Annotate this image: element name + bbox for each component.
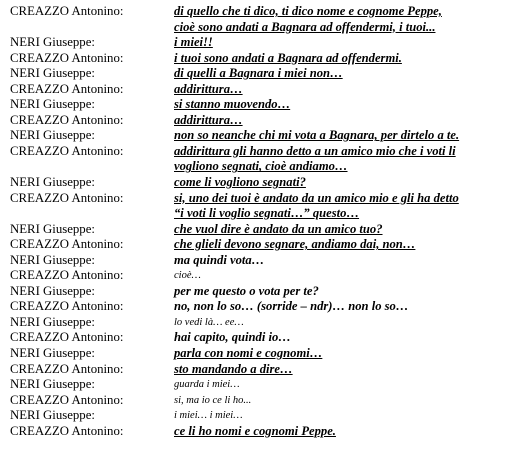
speaker-name: CREAZZO Antonino: (10, 423, 124, 438)
transcript-row (0, 66, 529, 82)
speaker-name: CREAZZO Antonino: (10, 237, 124, 252)
utterance-text: guarda i miei… (174, 379, 240, 391)
utterance-text: addirittura gli hanno detto a un amico mio che i voti li (174, 143, 456, 158)
speaker-name: CREAZZO Antonino: (10, 50, 124, 65)
transcript-row (0, 237, 529, 253)
utterance-text: ce li ho nomi e cognomi Peppe. (174, 423, 336, 438)
transcript-row (0, 393, 529, 409)
transcript-row (0, 377, 529, 393)
utterance-text: parla con nomi e cognomi… (174, 346, 323, 361)
speaker-name: CREAZZO Antonino: (10, 143, 124, 158)
speaker-name: CREAZZO Antonino: (10, 268, 124, 283)
transcript-row (0, 253, 529, 269)
transcript-row (0, 362, 529, 378)
speaker-name: NERI Giuseppe: (10, 314, 95, 329)
transcript-row (0, 424, 529, 440)
speaker-name: CREAZZO Antonino: (10, 81, 124, 96)
transcript-row (0, 97, 529, 113)
utterance-text: come li vogliono segnati? (174, 175, 306, 190)
utterance-text: che vuol dire è andato da un amico tuo? (174, 221, 383, 236)
utterance-text: si stanno muovendo… (174, 97, 291, 112)
transcript-row (0, 268, 529, 284)
transcript-row (0, 222, 529, 238)
utterance-text: cioè… (174, 270, 201, 282)
transcript-row (0, 299, 529, 315)
transcript-row (0, 4, 529, 20)
speaker-name: CREAZZO Antonino: (10, 361, 124, 376)
utterance-text: ma quindi vota… (174, 252, 265, 267)
speaker-name: CREAZZO Antonino: (10, 392, 124, 407)
utterance-text: no, non lo so… (sorride – ndr)… non lo so… (174, 299, 409, 314)
speaker-name: CREAZZO Antonino: (10, 190, 124, 205)
speaker-name: NERI Giuseppe: (10, 128, 95, 143)
utterance-text: per me questo o vota per te? (174, 283, 319, 298)
speaker-name: NERI Giuseppe: (10, 252, 95, 267)
speaker-name: NERI Giuseppe: (10, 66, 95, 81)
transcript-row (0, 144, 529, 160)
transcript-row (0, 408, 529, 424)
transcript-row (0, 315, 529, 331)
utterance-text: si, ma io ce li ho... (174, 394, 252, 406)
utterance-text: i miei… i miei… (174, 410, 243, 422)
transcript-row (0, 51, 529, 67)
utterance-text: addirittura… (174, 81, 243, 96)
speaker-name: CREAZZO Antonino: (10, 330, 124, 345)
speaker-name: CREAZZO Antonino: (10, 4, 124, 18)
transcript-row (0, 128, 529, 144)
utterance-text: hai capito, quindi io… (174, 330, 291, 345)
utterance-text: lo vedi là… ee… (174, 316, 244, 328)
transcript-row (0, 346, 529, 362)
utterance-text: “i voti li voglio segnati…” questo… (174, 206, 360, 221)
transcript-row (0, 35, 529, 51)
transcript-row (0, 20, 529, 36)
transcript-row (0, 330, 529, 346)
speaker-name: NERI Giuseppe: (10, 221, 95, 236)
utterance-text: i miei!! (174, 35, 213, 50)
utterance-text: i tuoi sono andati a Bagnara ad offendermi. (174, 50, 402, 65)
transcript-row (0, 159, 529, 175)
utterance-text: che glieli devono segnare, andiamo dai, non… (174, 237, 416, 252)
utterance-text: non so neanche chi mi vota a Bagnara, per dirtelo a te. (174, 128, 460, 143)
utterance-text: si, uno dei tuoi è andato da un amico mio e gli ha detto (174, 190, 459, 205)
transcript-row (0, 113, 529, 129)
speaker-name: NERI Giuseppe: (10, 175, 95, 190)
transcript-row (0, 191, 529, 207)
speaker-name: NERI Giuseppe: (10, 35, 95, 50)
transcript-row (0, 206, 529, 222)
speaker-name: CREAZZO Antonino: (10, 299, 124, 314)
utterance-text: addirittura… (174, 112, 243, 127)
transcript (0, 4, 529, 439)
speaker-name: NERI Giuseppe: (10, 283, 95, 298)
utterance-text: sto mandando a dire… (174, 361, 293, 376)
speaker-name: NERI Giuseppe: (10, 408, 95, 423)
transcript-row (0, 82, 529, 98)
speaker-name: NERI Giuseppe: (10, 377, 95, 392)
transcript-row (0, 284, 529, 300)
utterance-text: cioè sono andati a Bagnara ad offendermi, i tuoi... (174, 19, 436, 34)
utterance-text: di quello che ti dico, ti dico nome e cognome Peppe, (174, 4, 442, 18)
speaker-name: NERI Giuseppe: (10, 346, 95, 361)
speaker-name: NERI Giuseppe: (10, 97, 95, 112)
utterance-text: vogliono segnati, cioè andiamo… (174, 159, 348, 174)
utterance-text: di quelli a Bagnara i miei non… (174, 66, 343, 81)
transcript-row (0, 175, 529, 191)
speaker-name: CREAZZO Antonino: (10, 112, 124, 127)
